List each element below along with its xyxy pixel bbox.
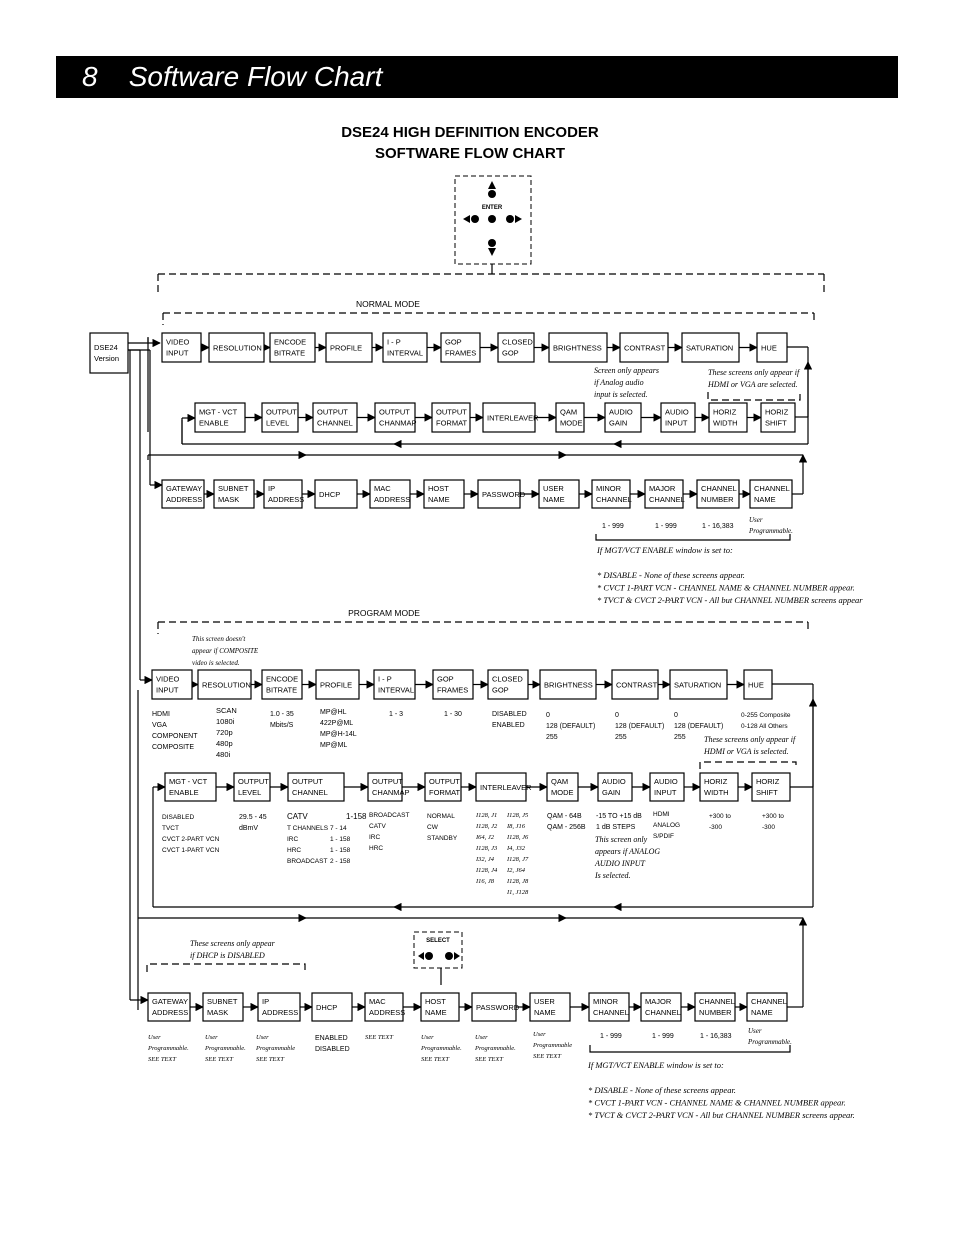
chanmap-values: HRC <box>369 845 384 852</box>
down-arrow-icon <box>488 248 496 256</box>
right-button-icon <box>506 215 514 223</box>
normal-mgt-vct-enable-label: MGT - VCT <box>199 407 238 417</box>
resolution-values: 480i <box>216 750 231 759</box>
program-audio-gain-label: AUDIO <box>602 777 626 786</box>
program-channel-number-label: CHANNEL <box>699 997 735 1006</box>
program-i-p-interval-label: I - P <box>378 674 392 684</box>
program-profile-label: PROFILE <box>320 680 353 690</box>
normal-audio-input-label: AUDIO <box>665 407 689 417</box>
program-gop-frames-label: FRAMES <box>437 685 469 695</box>
host-values: Programmable. <box>421 1045 462 1052</box>
saturation-values: 0 <box>674 712 678 719</box>
shift-values: +300 to <box>762 813 784 820</box>
program-encode-bitrate-label: BITRATE <box>266 685 298 695</box>
interleaver-values-b: I128, J8 <box>507 878 529 885</box>
gateway-values: Programmable. <box>148 1045 189 1052</box>
contrast-values: 255 <box>615 734 627 741</box>
width-values: +300 to <box>709 813 731 820</box>
gain-note: This screen only <box>595 835 648 844</box>
program-output-chanmap-label: OUTPUT <box>372 777 403 786</box>
program-number-range: 1 - 16,383 <box>700 1033 732 1040</box>
normal-mode-title: NORMAL MODE <box>356 299 420 309</box>
channel-plan-range: 2 - 158 <box>330 858 351 865</box>
minor-range: 1 - 999 <box>602 523 624 530</box>
channel-plan-label: IRC <box>287 836 299 843</box>
program-mac-address-label: MAC <box>369 997 386 1006</box>
gain-note: Is selected. <box>595 871 631 880</box>
program-output-chanmap-label: CHANMAP <box>372 788 410 797</box>
chanmap-values: CATV <box>369 823 386 830</box>
program-mac-address-label: ADDRESS <box>369 1008 406 1017</box>
normal-output-level-label: LEVEL <box>266 418 290 428</box>
program-contrast-label: CONTRAST <box>616 680 658 690</box>
program-major-range: 1 - 999 <box>652 1033 674 1040</box>
interleaver-values-a: I128, J1 <box>476 812 498 819</box>
mgt-note: * TVCT & CVCT 2-PART VCN - All but CHANNEL NUMBER screens appear <box>597 595 863 605</box>
normal-mac-address-label: MAC <box>374 484 391 493</box>
program-closed-gop-label: GOP <box>492 685 509 695</box>
user-programmable-note: User <box>749 516 763 524</box>
left-arrow-icon <box>463 215 470 223</box>
program-ip-address-label: ADDRESS <box>262 1008 299 1017</box>
format-values: NORMAL <box>427 813 455 820</box>
select-right-button-icon <box>445 952 453 960</box>
interleaver-values-a: I128, J2 <box>476 823 498 830</box>
normal-horiz-shift-label: HORIZ <box>765 407 789 417</box>
major-range: 1 - 999 <box>655 523 677 530</box>
composite-note: appear if COMPOSITE <box>192 647 259 655</box>
normal-minor-channel-label: CHANNEL <box>596 495 632 504</box>
normal-output-channel-label: OUTPUT <box>317 407 348 417</box>
width-values: -300 <box>709 824 723 831</box>
down-button-icon <box>488 239 496 247</box>
program-qam-mode-label: MODE <box>551 788 574 797</box>
normal-audio-gain-label: GAIN <box>609 418 628 428</box>
program-mgt-note: * DISABLE - None of these screens appear. <box>588 1085 736 1095</box>
normal-channel-name-label: CHANNEL <box>754 484 790 493</box>
dhcp-note: These screens only appear <box>190 939 275 948</box>
program-output-level-label: OUTPUT <box>238 777 269 786</box>
gop-values: 1 - 30 <box>444 711 462 718</box>
program-video-input-label: INPUT <box>156 685 179 695</box>
normal-ip-address-label: ADDRESS <box>268 495 305 504</box>
channel-plan-label: HRC <box>287 847 302 854</box>
normal-output-format-label: OUTPUT <box>436 407 467 417</box>
normal-interleaver-label: INTERLEAVER <box>487 413 539 423</box>
contrast-values: 128 (DEFAULT) <box>615 723 665 730</box>
closed-gop-values: DISABLED <box>492 711 527 718</box>
normal-channel-name-label: NAME <box>754 495 776 504</box>
format-values: CW <box>427 824 438 831</box>
program-minor-channel-label: MINOR <box>593 997 618 1006</box>
select-right-arrow-icon <box>454 952 460 960</box>
profile-values: 422P@ML <box>320 720 354 727</box>
level-values: dBmV <box>239 825 259 832</box>
select-left-button-icon <box>425 952 433 960</box>
normal-contrast-label: CONTRAST <box>624 343 666 353</box>
dhcp-note: if DHCP is DISABLED <box>190 951 265 960</box>
hdmi-note: These screens only appear if <box>708 368 800 377</box>
section-title: 8 Software Flow Chart <box>82 61 383 92</box>
program-mgt-bracket <box>590 1045 790 1052</box>
number-range: 1 - 16,383 <box>702 523 734 530</box>
program-user-name-label: USER <box>534 997 555 1006</box>
program-resolution-label: RESOLUTION <box>202 680 251 690</box>
program-closed-gop-label: CLOSED <box>492 674 523 684</box>
interleaver-values-a: I32, J4 <box>476 856 495 863</box>
program-mode-title: PROGRAM MODE <box>348 608 420 618</box>
subnet-values: SEE TEXT <box>205 1056 233 1063</box>
program-gateway-address-label: ADDRESS <box>152 1008 189 1017</box>
shift-values: -300 <box>762 824 776 831</box>
channel-plan-range: 1-158 <box>346 812 367 821</box>
program-hdmi-note: HDMI or VGA is selected. <box>704 747 789 756</box>
program-horiz-width-label: WIDTH <box>704 788 729 797</box>
program-horiz-shift-label: HORIZ <box>756 777 780 786</box>
program-channel-name-label: CHANNEL <box>751 997 787 1006</box>
normal-mgt-vct-enable-label: ENABLE <box>199 418 229 428</box>
program-horiz-shift-label: SHIFT <box>756 788 778 797</box>
program-hue-label: HUE <box>748 680 764 690</box>
right-arrow-icon <box>515 215 522 223</box>
channel-plan-range: 7 - 14 <box>330 825 347 832</box>
subnet-values: Programmable. <box>205 1045 246 1052</box>
gateway-values: SEE TEXT <box>148 1056 176 1063</box>
program-subnet-mask-label: MASK <box>207 1008 229 1017</box>
gain-values: -15 TO +15 dB <box>596 813 642 820</box>
channel-plan-label: CATV <box>287 812 308 821</box>
program-mgt-note: If MGT/VCT ENABLE window is set to: <box>588 1060 724 1070</box>
resolution-values: 480p <box>216 739 233 748</box>
normal-i-p-interval-label: INTERVAL <box>387 348 423 358</box>
program-encode-bitrate-label: ENCODE <box>266 674 299 684</box>
profile-values: MP@HL <box>320 709 347 716</box>
normal-gateway-address-label: GATEWAY <box>166 484 203 493</box>
channel-plan-range: 1 - 158 <box>330 836 351 843</box>
bitrate-values: Mbits/S <box>270 722 294 729</box>
normal-user-name-label: NAME <box>543 495 565 504</box>
select-left-arrow-icon <box>418 952 424 960</box>
channel-plan-label: T CHANNELS <box>287 825 329 832</box>
gateway-values: User <box>148 1034 161 1041</box>
normal-closed-gop-label: GOP <box>502 348 519 358</box>
closed-gop-values: ENABLED <box>492 722 525 729</box>
contrast-values: 0 <box>615 712 619 719</box>
resolution-values: 720p <box>216 728 233 737</box>
interleaver-values-b: I8, J16 <box>507 823 526 830</box>
video-input-values: COMPOSITE <box>152 744 195 751</box>
interleaver-values-a: I64, J2 <box>476 834 495 841</box>
program-saturation-label: SATURATION <box>674 680 722 690</box>
version-label: DSE24 <box>94 343 118 352</box>
normal-gop-frames-label: GOP <box>445 337 462 347</box>
dhcp-bracket <box>147 964 305 972</box>
normal-horiz-width-label: WIDTH <box>713 418 738 428</box>
program-hdmi-bracket <box>700 762 796 769</box>
qam-values: QAM - 256B <box>547 824 586 831</box>
program-output-channel-label: CHANNEL <box>292 788 328 797</box>
normal-horiz-width-label: HORIZ <box>713 407 737 417</box>
program-channel-number-label: NUMBER <box>699 1008 732 1017</box>
subnet-values: User <box>205 1034 218 1041</box>
program-user-programmable-note: Programmable. <box>748 1038 792 1046</box>
interleaver-values-b: I128, J5 <box>507 812 529 819</box>
mac-values: SEE TEXT <box>365 1034 393 1041</box>
chart-heading-line2: SOFTWARE FLOW CHART <box>375 145 565 162</box>
normal-subnet-mask-label: MASK <box>218 495 240 504</box>
normal-horiz-shift-label: SHIFT <box>765 418 787 428</box>
program-output-channel-label: OUTPUT <box>292 777 323 786</box>
program-audio-input-label: AUDIO <box>654 777 678 786</box>
program-brightness-label: BRIGHTNESS <box>544 680 593 690</box>
format-values: STANDBY <box>427 835 458 842</box>
username-values: Programmable <box>533 1042 573 1049</box>
normal-encode-bitrate-label: BITRATE <box>274 348 306 358</box>
normal-major-channel-label: CHANNEL <box>649 495 685 504</box>
brightness-values: 255 <box>546 734 558 741</box>
program-subnet-mask-label: SUBNET <box>207 997 238 1006</box>
analog-note: input is selected. <box>594 390 648 399</box>
program-gateway-address-label: GATEWAY <box>152 997 189 1006</box>
dhcp-values: DISABLED <box>315 1046 350 1053</box>
mgt-values: DISABLED <box>162 814 195 821</box>
program-audio-gain-label: GAIN <box>602 788 621 797</box>
program-output-format-label: FORMAT <box>429 788 461 797</box>
version-label: Version <box>94 354 120 363</box>
normal-i-p-interval-label: I - P <box>387 337 401 347</box>
ip-values: SEE TEXT <box>256 1056 284 1063</box>
program-audio-input-label: INPUT <box>654 788 677 797</box>
normal-output-channel-label: CHANNEL <box>317 418 353 428</box>
normal-user-name-label: USER <box>543 484 564 493</box>
normal-video-input-label: VIDEO <box>166 337 190 347</box>
dhcp-values: ENABLED <box>315 1035 348 1042</box>
password-values: Programmable. <box>475 1045 516 1052</box>
password-values: SEE TEXT <box>475 1056 503 1063</box>
interleaver-values-b: I128, J7 <box>507 856 529 863</box>
normal-minor-channel-label: MINOR <box>596 484 621 493</box>
level-values: 29.5 - 45 <box>239 814 267 821</box>
normal-qam-mode-label: MODE <box>560 418 583 428</box>
analog-note: Screen only appears <box>594 366 660 375</box>
username-values: SEE TEXT <box>533 1053 561 1060</box>
hue-values: 0-255 Composite <box>741 712 791 719</box>
qam-values: QAM - 64B <box>547 813 582 820</box>
interleaver-values-b: I128, J6 <box>507 834 529 841</box>
normal-output-level-label: OUTPUT <box>266 407 297 417</box>
program-i-p-interval-label: INTERVAL <box>378 685 414 695</box>
program-user-name-label: NAME <box>534 1008 556 1017</box>
program-hdmi-note: These screens only appear if <box>704 735 796 744</box>
host-values: User <box>421 1034 434 1041</box>
gain-note: appears if ANALOG <box>595 847 661 856</box>
normal-gop-frames-label: FRAMES <box>445 348 477 358</box>
profile-values: MP@H-14L <box>320 731 357 738</box>
ip-values: User <box>256 1034 269 1041</box>
normal-brightness-label: BRIGHTNESS <box>553 343 602 353</box>
normal-dhcp-label: DHCP <box>319 490 341 499</box>
normal-output-chanmap-label: CHANMAP <box>379 418 417 428</box>
program-ip-address-label: IP <box>262 997 270 1006</box>
program-minor-range: 1 - 999 <box>600 1033 622 1040</box>
program-mgt-note: * CVCT 1-PART VCN - CHANNEL NAME & CHANNEL NUMBER appear. <box>588 1097 846 1108</box>
program-mgt-vct-enable-label: ENABLE <box>169 788 199 797</box>
chanmap-values: IRC <box>369 834 381 841</box>
audio-input-values: S/PDIF <box>653 833 674 840</box>
program-output-format-label: OUTPUT <box>429 777 460 786</box>
program-interleaver-label: INTERLEAVER <box>480 783 532 792</box>
program-output-level-label: LEVEL <box>238 788 262 797</box>
gain-note: AUDIO INPUT <box>595 859 645 868</box>
enter-button-icon <box>488 215 496 223</box>
username-values: User <box>533 1031 546 1038</box>
normal-audio-input-label: INPUT <box>665 418 688 428</box>
normal-saturation-label: SATURATION <box>686 343 734 353</box>
enter-label: ENTER <box>481 205 503 211</box>
brightness-values: 0 <box>546 712 550 719</box>
normal-hue-label: HUE <box>761 343 777 353</box>
version-box <box>90 333 128 373</box>
interleaver-values-a: I128, J4 <box>476 867 498 874</box>
program-mgt-vct-enable-label: MGT - VCT <box>169 777 208 786</box>
resolution-values: 1080i <box>216 717 235 726</box>
program-user-programmable-note: User <box>748 1027 762 1035</box>
normal-profile-label: PROFILE <box>330 343 363 353</box>
channel-plan-label: BROADCAST <box>287 858 328 865</box>
resolution-values: SCAN <box>216 706 237 715</box>
composite-note: This screen doesn't <box>192 635 246 643</box>
normal-resolution-label: RESOLUTION <box>213 343 262 353</box>
normal-qam-mode-label: QAM <box>560 407 578 417</box>
program-minor-channel-label: CHANNEL <box>593 1008 629 1017</box>
user-programmable-note: Programmable. <box>749 527 793 535</box>
saturation-values: 128 (DEFAULT) <box>674 723 724 730</box>
program-channel-name-label: NAME <box>751 1008 773 1017</box>
normal-audio-gain-label: AUDIO <box>609 407 633 417</box>
program-dhcp-label: DHCP <box>316 1003 338 1012</box>
left-button-icon <box>471 215 479 223</box>
normal-host-name-label: HOST <box>428 484 449 493</box>
host-values: SEE TEXT <box>421 1056 449 1063</box>
mgt-values: CVCT 1-PART VCN <box>162 847 220 854</box>
interval-values: 1 - 3 <box>389 711 404 718</box>
hdmi-note: HDMI or VGA are selected. <box>708 380 798 389</box>
hue-values: 0-128 All Others <box>741 723 788 730</box>
mgt-note: * DISABLE - None of these screens appear. <box>597 570 745 580</box>
mgt-note: If MGT/VCT ENABLE window is set to: <box>597 545 733 555</box>
composite-note: video is selected. <box>192 659 240 667</box>
mgt-note: * CVCT 1-PART VCN - CHANNEL NAME & CHANNEL NUMBER appear. <box>597 582 855 593</box>
program-host-name-label: HOST <box>425 997 446 1006</box>
normal-video-input-label: INPUT <box>166 348 189 358</box>
program-video-input-label: VIDEO <box>156 674 180 684</box>
video-input-values: COMPONENT <box>152 733 198 740</box>
select-label: SELECT <box>426 938 450 944</box>
normal-password-label: PASSWORD <box>482 490 526 499</box>
audio-input-values: ANALOG <box>653 822 681 829</box>
bitrate-values: 1.0 - 35 <box>270 711 294 718</box>
up-arrow-icon <box>488 181 496 189</box>
interleaver-values-b: I1, J128 <box>507 889 529 896</box>
chanmap-values: BROADCAST <box>369 812 410 819</box>
normal-output-format-label: FORMAT <box>436 418 468 428</box>
normal-gateway-address-label: ADDRESS <box>166 495 203 504</box>
profile-values: MP@ML <box>320 742 348 749</box>
normal-channel-number-label: CHANNEL <box>701 484 737 493</box>
up-button-icon <box>488 190 496 198</box>
saturation-values: 255 <box>674 734 686 741</box>
program-mgt-note: * TVCT & CVCT 2-PART VCN - All but CHANNEL NUMBER screens appear. <box>588 1110 855 1120</box>
normal-mac-address-label: ADDRESS <box>374 495 411 504</box>
normal-ip-address-label: IP <box>268 484 276 493</box>
channel-plan-range: 1 - 158 <box>330 847 351 854</box>
normal-output-chanmap-label: OUTPUT <box>379 407 410 417</box>
video-input-values: HDMI <box>152 711 170 718</box>
gain-values: 1 dB STEPS <box>596 824 636 831</box>
interleaver-values-a: I16, J8 <box>476 878 495 885</box>
hdmi-bracket <box>708 392 800 400</box>
mgt-values: TVCT <box>162 825 179 832</box>
program-qam-mode-label: QAM <box>551 777 569 786</box>
normal-subnet-mask-label: SUBNET <box>218 484 249 493</box>
program-major-channel-label: MAJOR <box>645 997 672 1006</box>
normal-host-name-label: NAME <box>428 495 450 504</box>
program-major-channel-label: CHANNEL <box>645 1008 681 1017</box>
chart-heading-line1: DSE24 HIGH DEFINITION ENCODER <box>341 124 599 141</box>
normal-major-channel-label: MAJOR <box>649 484 676 493</box>
password-values: User <box>475 1034 488 1041</box>
audio-input-values: HDMI <box>653 811 670 818</box>
interleaver-values-a: I128, J3 <box>476 845 498 852</box>
analog-note: if Analog audio <box>594 378 644 387</box>
ip-values: Programmable <box>256 1045 296 1052</box>
program-gop-frames-label: GOP <box>437 674 454 684</box>
normal-channel-number-label: NUMBER <box>701 495 734 504</box>
video-input-values: VGA <box>152 722 167 729</box>
interleaver-values-b: I2, J64 <box>507 867 526 874</box>
normal-closed-gop-label: CLOSED <box>502 337 533 347</box>
brightness-values: 128 (DEFAULT) <box>546 723 596 730</box>
program-host-name-label: NAME <box>425 1008 447 1017</box>
mgt-values: CVCT 2-PART VCN <box>162 836 220 843</box>
normal-encode-bitrate-label: ENCODE <box>274 337 307 347</box>
program-horiz-width-label: HORIZ <box>704 777 728 786</box>
interleaver-values-b: I4, J32 <box>507 845 526 852</box>
program-password-label: PASSWORD <box>476 1003 520 1012</box>
